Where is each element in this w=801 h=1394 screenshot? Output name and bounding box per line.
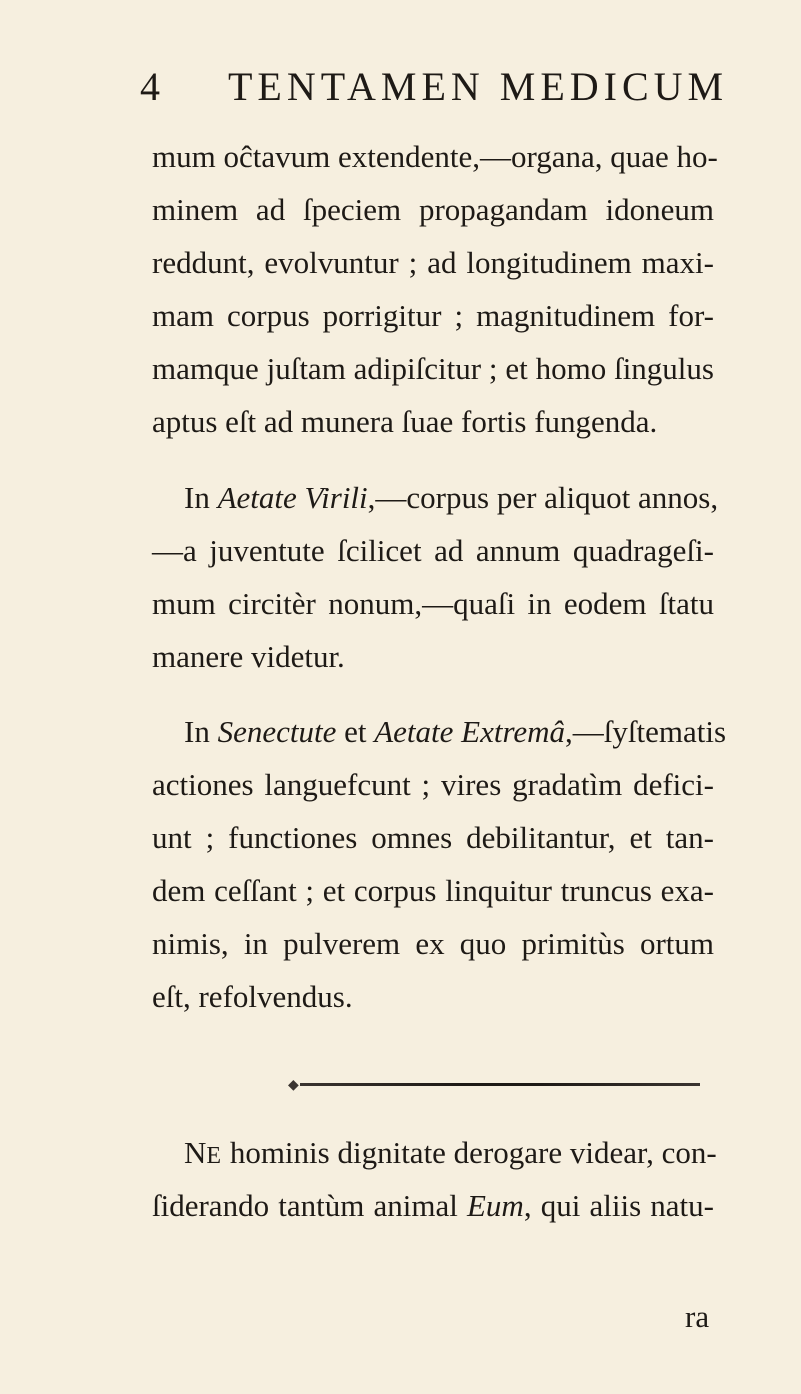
text-line: mum circitèr nonum,—quaſi in eodem ſtatu [152, 586, 714, 621]
text-line: aptus eſt ad munera ſuae fortis fungenda. [152, 404, 658, 439]
text-line: minem ad ſpeciem propagandam idoneum [152, 192, 714, 227]
text-line: nimis, in pulverem ex quo primitùs ortum [152, 926, 714, 961]
text-segment: ,—corpus per aliquot annos, [367, 480, 719, 515]
text-line: reddunt, evolvuntur ; ad longitudinem maxi- [152, 245, 714, 280]
text-segment: In [184, 714, 218, 749]
emphasis-text: Aetate Extremâ [374, 714, 566, 749]
text-segment: et [336, 714, 375, 749]
running-title: TENTAMEN MEDICUM [228, 64, 729, 109]
text-line: —a juventute ſcilicet ad annum quadrageſi- [152, 533, 714, 568]
text-line: unt ; functiones omnes debilitantur, et tan- [152, 820, 714, 855]
text-line: dem ceſſant ; et corpus linquitur truncus exa- [152, 873, 714, 908]
emphasis-text: Eum [466, 1188, 524, 1223]
page-header [140, 62, 728, 112]
rule-ornament: ◆ [288, 1078, 299, 1093]
text-segment: hominis dignitate derogare videar, con- [222, 1135, 717, 1170]
text-segment: , qui aliis natu- [523, 1188, 714, 1223]
emphasis-text: Aetate Virili [217, 480, 368, 515]
paragraph-first-line [184, 1133, 717, 1176]
text-line: actiones languefcunt ; vires gradatìm defici- [152, 767, 714, 802]
text-segment: ,—ſyſtematis [565, 714, 727, 749]
text-line [152, 1186, 714, 1226]
text-line: eſt, refolvendus. [152, 979, 353, 1014]
text-segment [184, 1135, 222, 1170]
text-line: mamque juſtam adipiſcitur ; et homo ſingulus [152, 351, 714, 386]
text-segment: ſiderando tantùm animal [152, 1188, 467, 1223]
paragraph-first-line [184, 712, 727, 752]
page-number: 4 [140, 64, 160, 109]
text-line: mum oĉtavum extendente,—organa, quae ho- [152, 139, 718, 174]
text-segment: In [184, 480, 218, 515]
paragraph-first-line [184, 478, 719, 518]
text-line: manere videtur. [152, 639, 345, 674]
section-rule [300, 1083, 700, 1086]
smallcaps-letters: E [206, 1143, 223, 1169]
catchword [685, 1297, 709, 1337]
emphasis-text: Senectute [217, 714, 337, 749]
catchword-text: ra [685, 1299, 710, 1334]
text-line: mam corpus porrigitur ; magnitudinem for- [152, 298, 714, 333]
initial-smallcaps: NE [184, 1135, 223, 1170]
